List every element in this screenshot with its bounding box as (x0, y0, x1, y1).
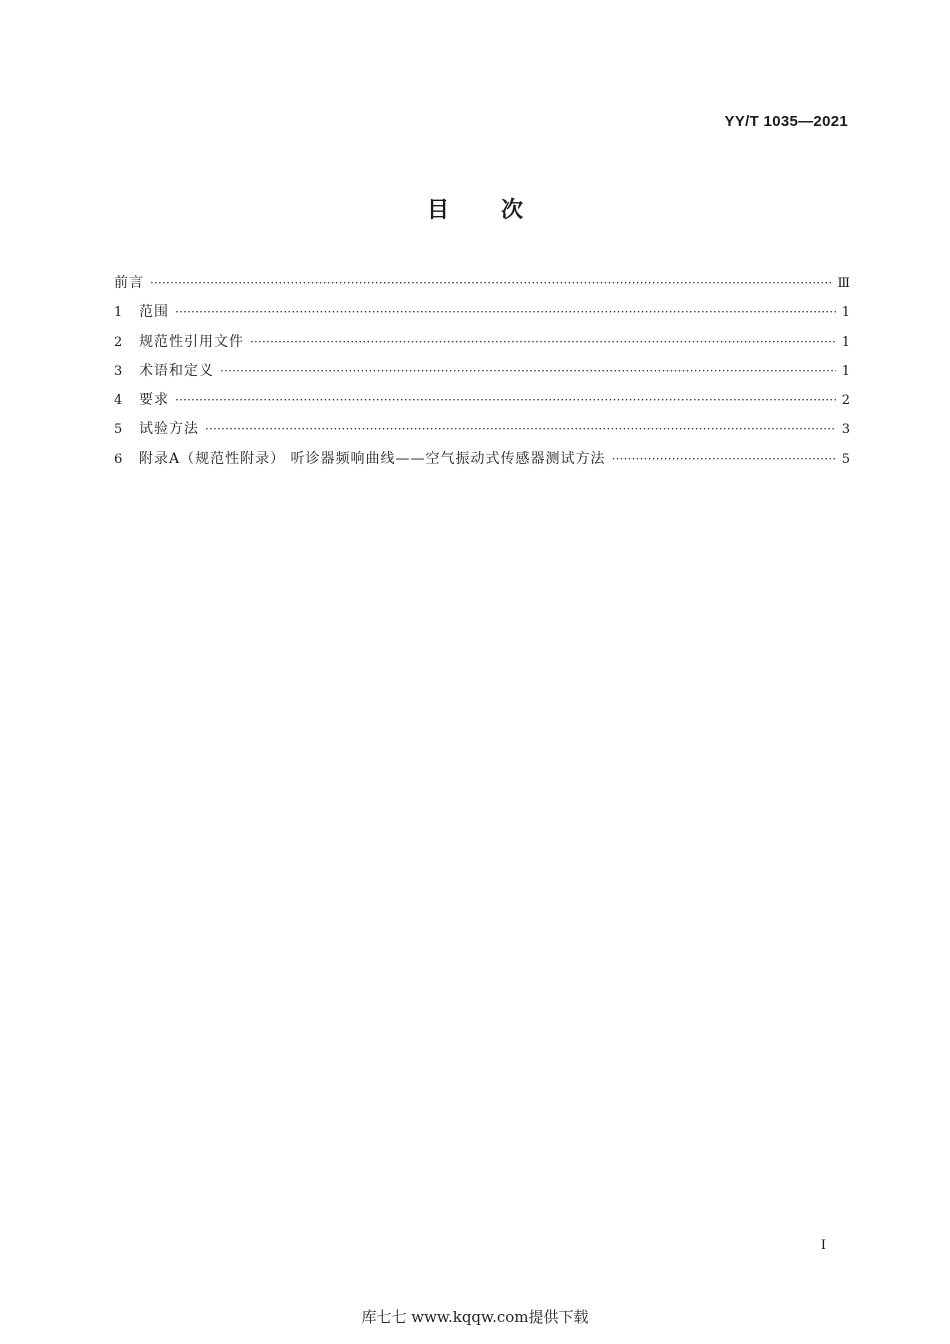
toc-item-label: 术语和定义 (139, 362, 214, 379)
toc-item-number: 4 (114, 393, 123, 409)
toc-item-scope[interactable] (114, 301, 850, 330)
page-number: I (820, 1238, 826, 1253)
document-code: YY/T 1035—2021 (724, 113, 848, 130)
toc-item-label: 前言 (114, 275, 144, 291)
toc-item-label: 范围 (139, 304, 169, 321)
toc-item-number: 2 (114, 334, 123, 350)
toc-item-label: 要求 (139, 392, 169, 409)
toc-item-normative-references[interactable] (114, 331, 850, 360)
toc-item-label: 规范性引用文件 (139, 333, 244, 350)
toc-item-label: 附录A（规范性附录） 听诊器频响曲线——空气振动式传感器测试方法 (139, 450, 606, 467)
toc-item-page: 1 (841, 363, 850, 379)
toc-item-page: 5 (841, 451, 850, 467)
toc-leader-dots (150, 276, 833, 290)
table-of-contents (114, 272, 850, 477)
toc-item-page: 2 (841, 393, 850, 409)
toc-item-number: 3 (114, 363, 123, 379)
toc-item-foreword[interactable] (114, 272, 850, 301)
toc-leader-dots (612, 452, 836, 466)
toc-leader-dots (220, 364, 836, 378)
toc-leader-dots (175, 305, 836, 319)
toc-leader-dots (250, 335, 836, 349)
toc-leader-dots (205, 422, 836, 436)
page-title: 目次 (426, 198, 575, 223)
toc-leader-dots (175, 393, 836, 407)
toc-item-number: 5 (114, 422, 123, 438)
toc-item-label: 试验方法 (139, 421, 199, 438)
toc-item-page: 1 (841, 334, 850, 350)
toc-item-page: 3 (841, 422, 850, 438)
toc-item-requirements[interactable] (114, 389, 850, 418)
toc-item-annex-a[interactable] (114, 448, 850, 477)
toc-item-terms-definitions[interactable] (114, 360, 850, 389)
toc-item-number: 6 (114, 451, 123, 467)
toc-item-number: 1 (114, 305, 123, 321)
toc-item-test-methods[interactable] (114, 418, 850, 447)
toc-item-page: 1 (841, 305, 850, 321)
toc-item-page: Ⅲ (837, 276, 850, 291)
download-watermark: 库七七 www.kqqw.com提供下载 (361, 1308, 589, 1326)
